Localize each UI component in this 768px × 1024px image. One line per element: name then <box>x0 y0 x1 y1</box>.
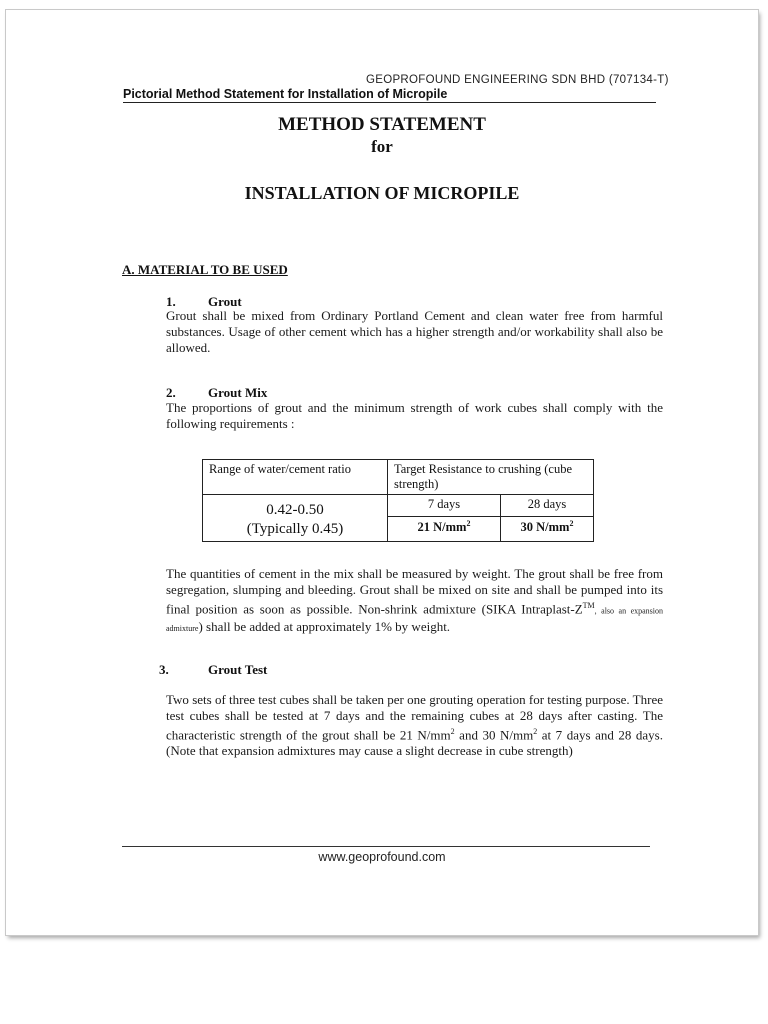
item-2-number: 2. <box>166 385 176 400</box>
table-header-resistance: Target Resistance to crushing (cube strength) <box>388 460 594 495</box>
mix-paragraph <box>166 566 663 637</box>
unit-sup-28: 2 <box>569 519 574 528</box>
item-3-text-c: at 7 days and 28 days. (Note that expansion admixtures may cause a slight decrease in cube strength) <box>166 727 663 759</box>
title-line-1: METHOD STATEMENT <box>278 114 486 135</box>
item-1-title: Grout <box>208 294 242 309</box>
item-3-title: Grout Test <box>208 662 268 677</box>
item-2-heading <box>166 385 267 401</box>
grout-strength-table <box>202 459 594 542</box>
unit-sup-7: 2 <box>466 519 471 528</box>
item-3-text-a: Two sets of three test cubes shall be taken per one grouting operation for testing purpose. Three test cubes shall be tested at 7 days and the remaining cubes at 28 days after casting. The characteristic strength of the grout shall be 21 N/mm <box>166 692 663 743</box>
document-subtitle: Pictorial Method Statement for Installation of Micropile <box>123 87 656 103</box>
mix-text-2: ) shall be added at approximately 1% by weight. <box>198 619 451 635</box>
table-row-days <box>203 495 594 517</box>
title-line-2: for <box>371 137 393 156</box>
item-3-heading <box>159 662 267 678</box>
table-header-ratio: Range of water/cement ratio <box>203 460 388 495</box>
table-cell-7-days: 7 days <box>388 495 501 517</box>
table-cell-ratio <box>203 495 388 542</box>
item-3-text-b: and 30 N/mm <box>454 727 534 743</box>
item-3-sup-2: 2 <box>533 727 538 736</box>
table-header-row <box>203 460 594 495</box>
table-cell-28-days: 28 days <box>501 495 594 517</box>
mix-text-1: The quantities of cement in the mix shall be measured by weight. The grout shall be free from segregation, slumping and bleeding. Grout shall be mixed on site and shall be pumped into its final position as soon as possible. Non-shrink admixture (SIKA Intraplast-Z <box>166 566 663 617</box>
item-2-title: Grout Mix <box>208 385 268 400</box>
item-3-text <box>166 692 663 759</box>
title-line-3: INSTALLATION OF MICROPILE <box>244 183 520 203</box>
value-7-day: 21 N/mm <box>417 520 467 535</box>
item-3-number: 3. <box>159 662 169 677</box>
ratio-range: 0.42-0.50 <box>266 502 324 518</box>
value-28-day: 30 N/mm <box>520 520 570 535</box>
item-1-number: 1. <box>166 294 176 309</box>
footer-website[interactable]: www.geoprofound.com <box>318 850 446 864</box>
document-page <box>6 10 758 935</box>
section-a-heading: A. MATERIAL TO BE USED <box>122 262 288 277</box>
company-name: GEOPROFOUND ENGINEERING SDN BHD (707134-T) <box>366 74 669 86</box>
table-cell-7-day-value <box>388 517 501 542</box>
ratio-typical: (Typically 0.45) <box>246 521 344 537</box>
mix-small-note: , also an expansion admixture <box>166 606 664 634</box>
item-1-text: Grout shall be mixed from Ordinary Portland Cement and clean water free from harmful substances. Usage of other cement which has a higher strength and/or workability shall also be allowed. <box>166 308 663 355</box>
footer-divider <box>122 846 650 847</box>
table-cell-28-day-value <box>501 517 594 542</box>
tm-mark: TM <box>582 601 595 610</box>
item-3-sup-1: 2 <box>450 727 455 736</box>
item-2-text: The proportions of grout and the minimum strength of work cubes shall comply with the following requirements : <box>166 400 663 431</box>
